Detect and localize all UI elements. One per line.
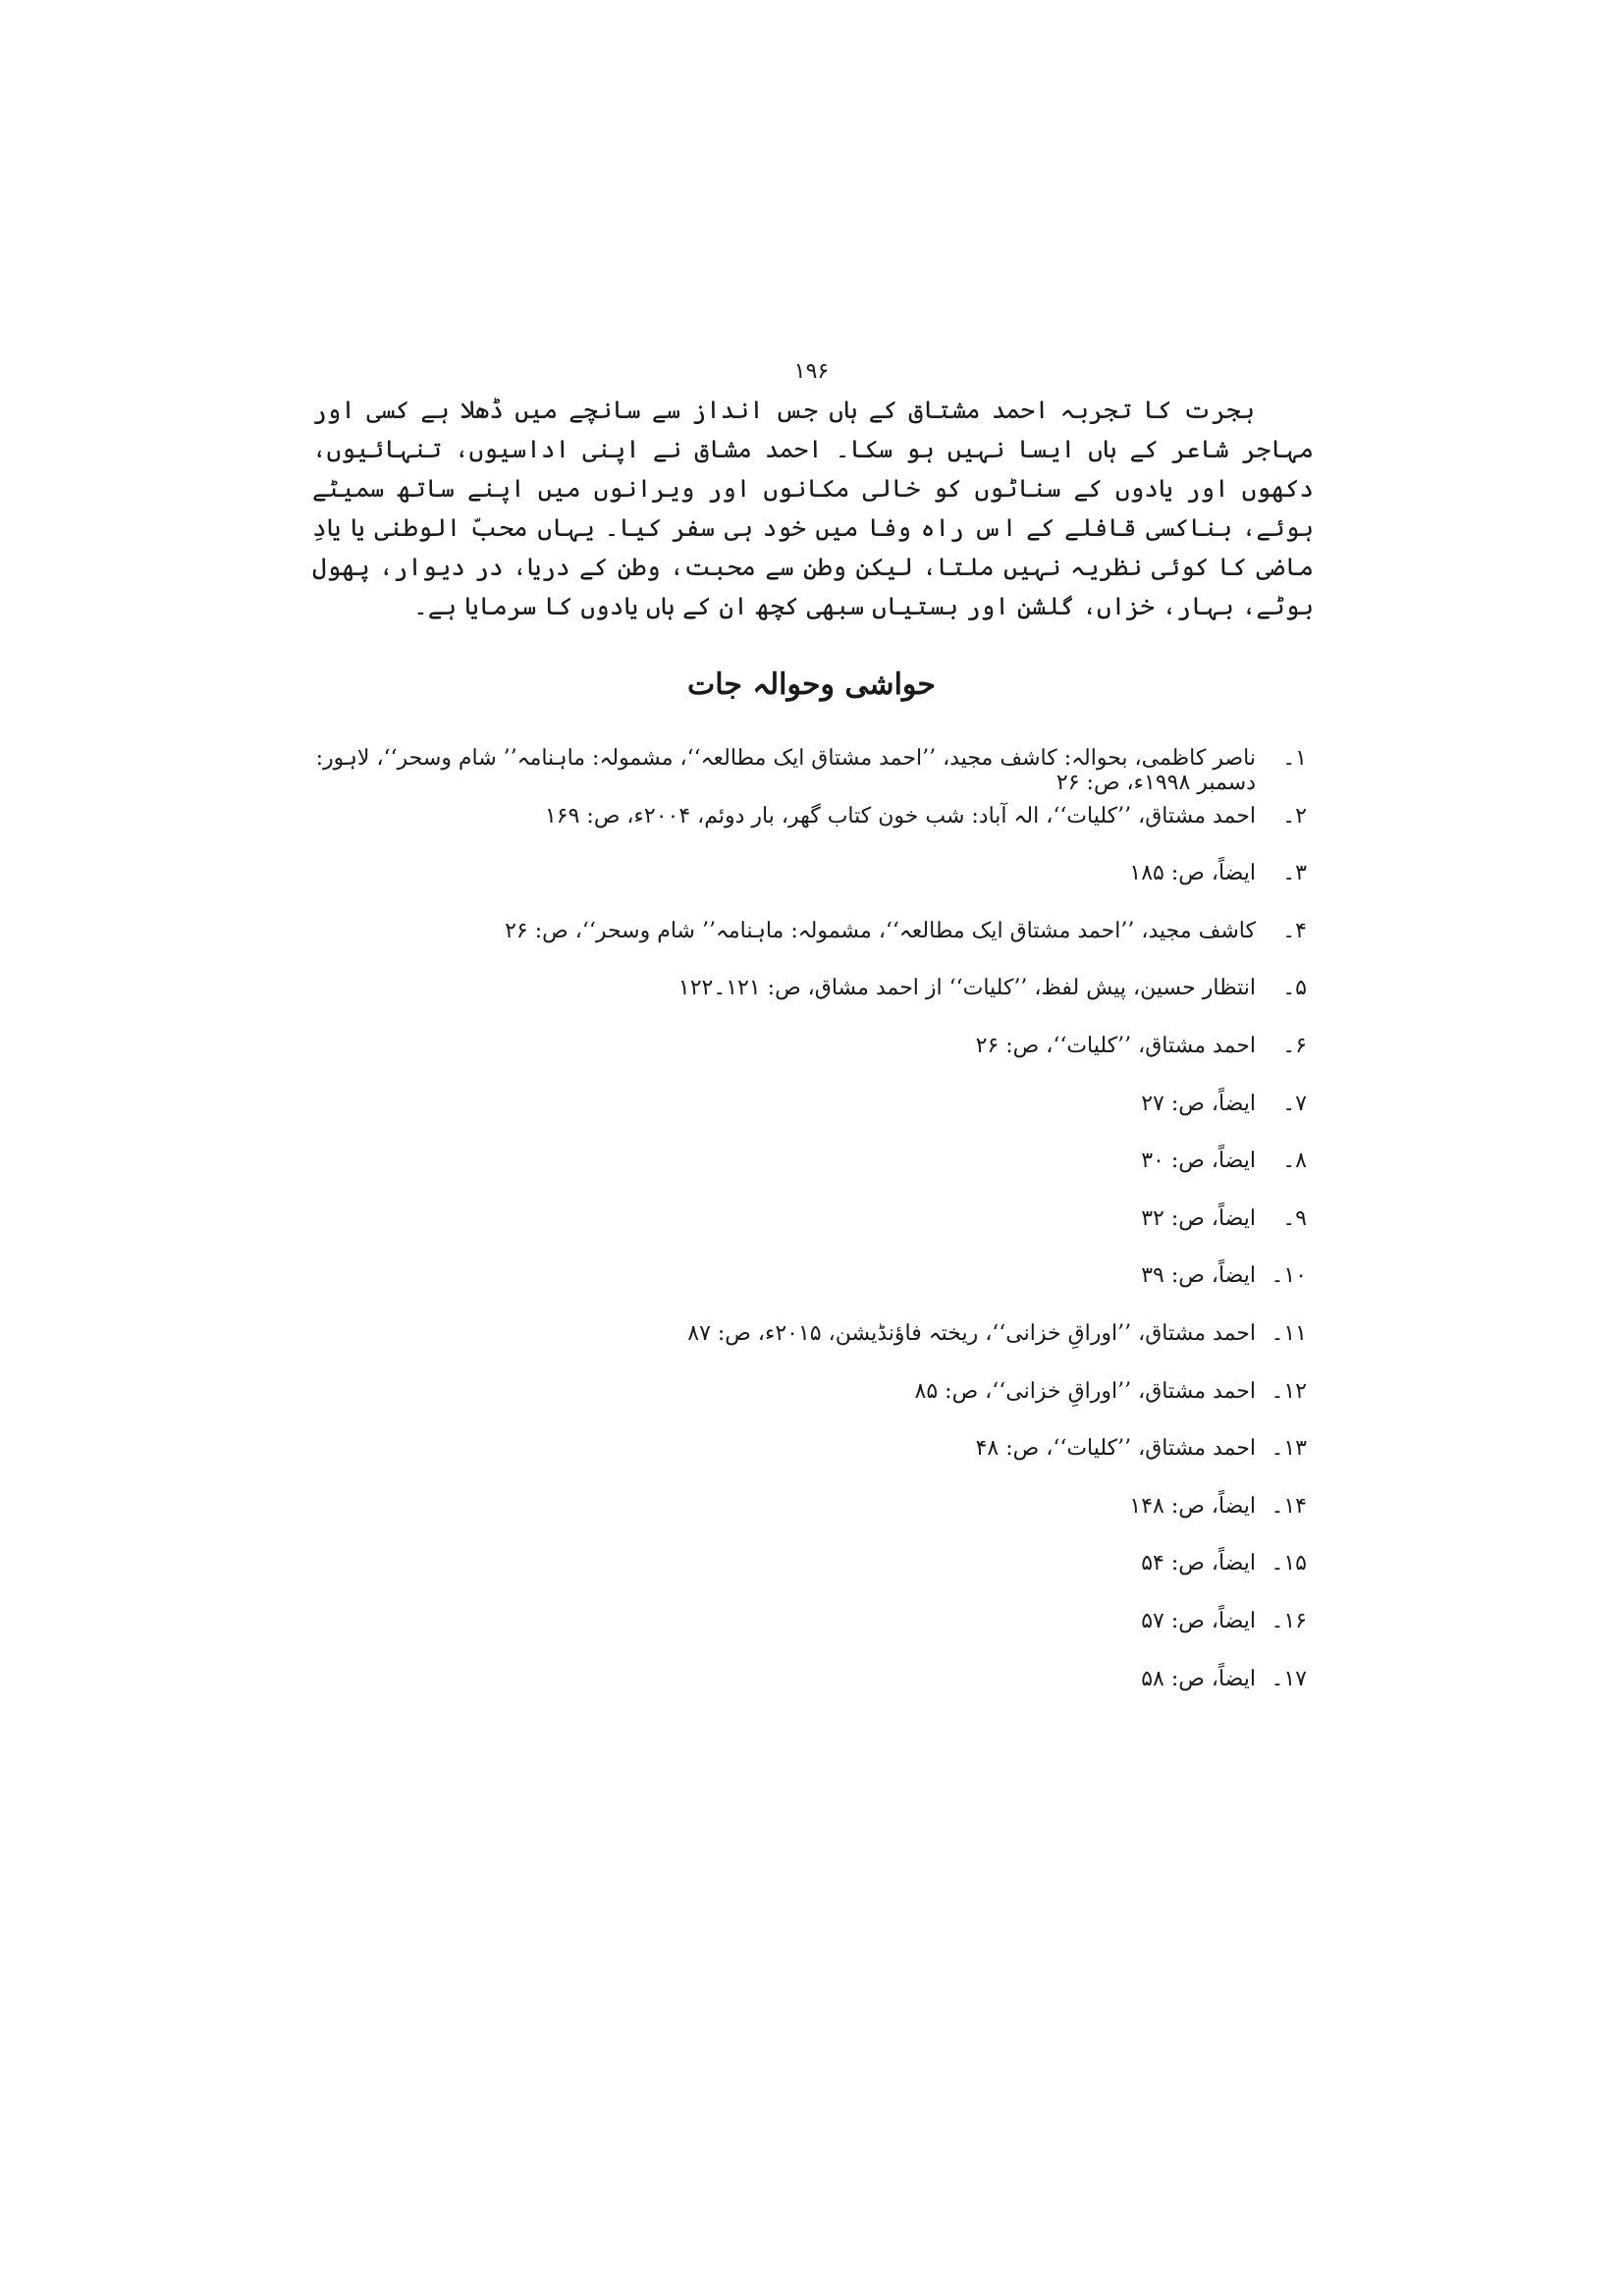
note-text: ایضاً، ص: ۵۸ [1141,1666,1256,1691]
note-item [305,919,1307,977]
section-heading: حواشی وحوالہ جات [687,667,936,702]
note-number: ۱۷۔ [1271,1666,1307,1691]
note-text: کاشف مجید، ’’احمد مشتاق ایک مطالعہ‘‘، مشمولہ: ماہنامہ’’ شام وسحر‘‘، ص: ۲۶ [505,918,1256,943]
note-item [305,1551,1307,1609]
note-item [305,1206,1307,1264]
note-item [305,1263,1307,1321]
note-text: ایضاً، ص: ۳۹ [1141,1263,1256,1289]
note-item [305,976,1307,1034]
note-number: ۱۶۔ [1271,1608,1307,1633]
note-item [305,1148,1307,1206]
note-item [305,746,1307,804]
note-text: ایضاً، ص: ۵۴ [1141,1551,1256,1576]
note-item [305,1609,1307,1667]
note-number: ۹۔ [1282,1205,1307,1231]
notes-list [305,746,1307,1724]
note-number: ۱۵۔ [1271,1551,1307,1576]
note-number: ۱۲۔ [1271,1378,1307,1404]
page-number: ۱۹۶ [793,359,830,384]
note-number: ۲۔ [1282,803,1307,828]
note-text: ایضاً، ص: ۵۷ [1141,1608,1256,1633]
note-text: ایضاً، ص: ۳۰ [1141,1148,1256,1174]
note-item [305,804,1307,862]
note-text: ایضاً، ص: ۱۸۵ [1129,861,1256,886]
note-text: احمد مشتاق، ’’اوراقِ خزانی‘‘، ریختہ فاؤنڈیشن، ۲۰۱۵ء، ص: ۸۷ [687,1320,1256,1346]
note-text: ایضاً، ص: ۱۴۸ [1129,1493,1256,1519]
note-number: ۴۔ [1282,918,1307,943]
note-number: ۱۰۔ [1271,1263,1307,1289]
note-text: انتظار حسین، پیش لفظ، ’’کلیات‘‘ از احمد مشاق، ص: ۱۲۱۔۱۲۲ [677,976,1256,1001]
note-text: ناصر کاظمی، بحوالہ: کاشف مجید، ’’احمد مشتاق ایک مطالعہ‘‘، مشمولہ: ماہنامہ’’ شام وسحر‘‘، لاہور: دسمبر ۱۹۹۸ء، ص: ۲۶ [315,746,1256,795]
body-paragraph: ہجرت کا تجربہ احمد مشتاق کے ہاں جس انداز سے سانچے میں ڈھلا ہے کسی اور مہاجر شاعر کے ہاں ایسا نہیں ہو سکا۔ احمد مشاق نے اپنی اداسیوں، تنہائیوں، دکھوں اور یادوں کے سناٹوں کو خالی مکانوں اور ویرانوں میں اپنے ساتھ سمیٹے ہوئے، بناکسی قافلے کے اس راہ وفا میں خود ہی سفر کیا۔ یہاں محبّ الوطنی یا یادِ ماضی کا کوئی نظریہ نہیں ملتا، لیکن وطن سے محبت، وطن کے دریا، در دیوار، پھول بوٹے، بہار، خزاں، گلشن اور بستیاں سبھی کچھ ان کے ہاں یادوں کا سرمایا ہے۔ [312,396,1314,620]
note-number: ۱۴۔ [1271,1493,1307,1519]
note-number: ۱۱۔ [1271,1320,1307,1346]
note-number: ۶۔ [1282,1033,1307,1058]
note-number: ۸۔ [1282,1148,1307,1174]
note-number: ۱۔ [1282,746,1307,771]
note-item [305,861,1307,919]
note-text: احمد مشتاق، ’’کلیات‘‘، ص: ۲۶ [975,1033,1256,1058]
note-number: ۱۳۔ [1271,1436,1307,1462]
body-text [312,391,1314,626]
note-item [305,1379,1307,1437]
note-item [305,1034,1307,1092]
note-text: ایضاً، ص: ۲۷ [1141,1091,1256,1116]
note-number: ۷۔ [1282,1091,1307,1116]
note-item [305,1092,1307,1149]
note-text: احمد مشتاق، ’’اوراقِ خزانی‘‘، ص: ۸۵ [914,1378,1256,1404]
note-item [305,1321,1307,1379]
note-text: ایضاً، ص: ۳۲ [1141,1205,1256,1231]
note-number: ۵۔ [1282,976,1307,1001]
note-text: احمد مشتاق، ’’کلیات‘‘، الہ آباد: شب خون کتاب گھر، بار دوئم، ۲۰۰۴ء، ص: ۱۶۹ [544,803,1256,828]
note-item [305,1494,1307,1552]
note-item [305,1667,1307,1725]
note-item [305,1436,1307,1494]
note-text: احمد مشتاق، ’’کلیات‘‘، ص: ۴۸ [975,1436,1256,1462]
note-number: ۳۔ [1282,861,1307,886]
